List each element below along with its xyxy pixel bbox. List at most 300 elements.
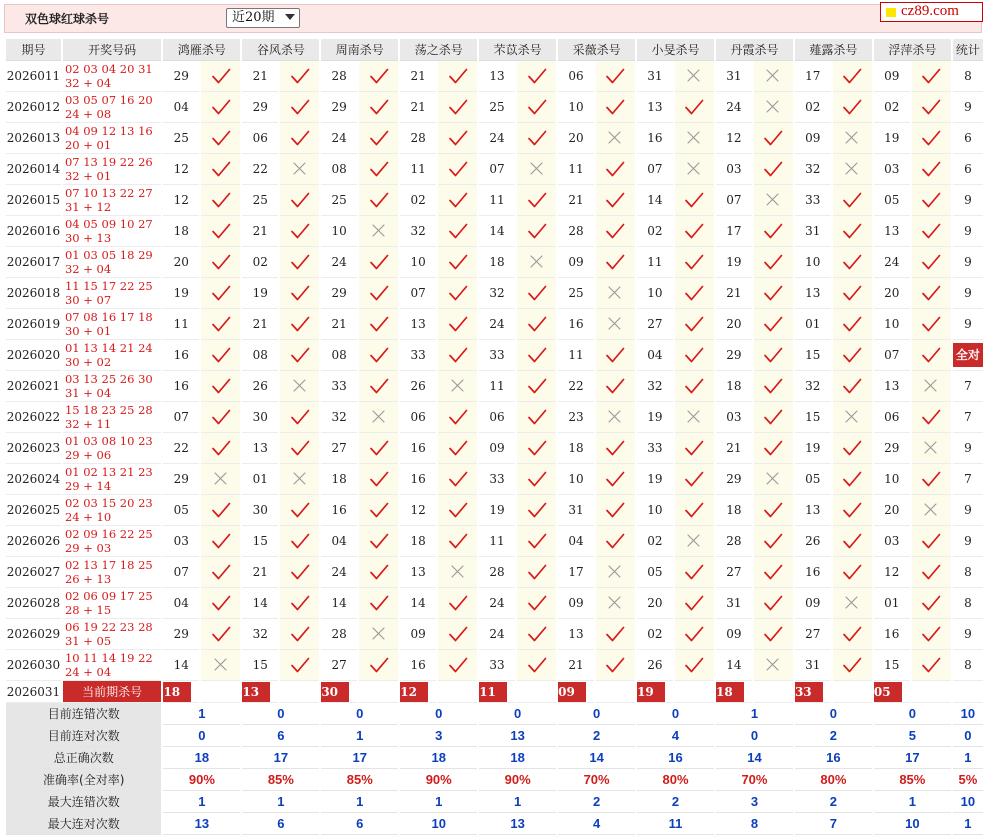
kill-number: 25 (242, 185, 278, 216)
check-icon (290, 345, 310, 365)
kill-number: 28 (400, 123, 436, 154)
stats-value: 90% (479, 769, 556, 791)
result-mark (833, 464, 872, 495)
check-icon (684, 345, 704, 365)
result-mark (359, 154, 398, 185)
kill-number: 16 (795, 557, 831, 588)
kill-number: 11 (558, 340, 594, 371)
result-mark (754, 495, 793, 526)
cross-icon (763, 190, 783, 210)
cross-icon (211, 469, 231, 489)
kill-number: 16 (874, 619, 910, 650)
check-icon (763, 562, 783, 582)
result-mark (912, 526, 951, 557)
kill-number: 03 (716, 154, 752, 185)
check-icon (369, 314, 389, 334)
current-kill-cell (795, 681, 831, 703)
check-icon (448, 283, 468, 303)
stats-value: 16 (637, 747, 714, 769)
check-icon (527, 66, 547, 86)
check-icon (448, 221, 468, 241)
kill-number: 15 (242, 650, 278, 681)
stats-value: 10 (874, 813, 951, 835)
result-mark (675, 309, 714, 340)
check-icon (448, 314, 468, 334)
check-icon (290, 655, 310, 675)
result-mark (201, 309, 240, 340)
result-mark (359, 61, 398, 92)
result-mark (596, 588, 635, 619)
check-icon (842, 314, 862, 334)
check-icon (684, 376, 704, 396)
check-icon (211, 624, 231, 644)
row-total: 6 (953, 154, 983, 185)
blue-ball: 01 (96, 138, 112, 152)
cross-icon (921, 438, 941, 458)
check-icon (763, 376, 783, 396)
kill-number: 20 (558, 123, 594, 154)
kill-number: 18 (558, 433, 594, 464)
result-mark (675, 340, 714, 371)
kill-number: 02 (637, 216, 673, 247)
result-mark (912, 619, 951, 650)
check-icon (290, 407, 310, 427)
kill-number: 32 (242, 619, 278, 650)
check-icon (842, 562, 862, 582)
kill-number: 15 (795, 402, 831, 433)
kill-number: 13 (874, 371, 910, 402)
kill-number: 14 (637, 185, 673, 216)
stats-value: 0 (637, 703, 714, 725)
stats-total: 10 (953, 791, 983, 813)
cross-icon (605, 593, 625, 613)
blue-ball: 15 (96, 603, 112, 617)
result-mark (596, 123, 635, 154)
col-header-expert[interactable]: 鸿雁杀号 (163, 39, 240, 61)
site-logo[interactable] (880, 2, 983, 22)
kill-number: 20 (637, 588, 673, 619)
table-row (6, 588, 983, 619)
table-row (6, 247, 983, 278)
stats-label: 目前连对次数 (6, 725, 161, 747)
blue-ball: 04 (96, 262, 112, 276)
result-mark (596, 185, 635, 216)
period-cell: 2026027 (6, 557, 61, 588)
row-total: 9 (953, 309, 983, 340)
draw-numbers: 07 10 13 22 27 31 + 12 (63, 185, 162, 216)
result-mark (438, 340, 477, 371)
stats-value: 0 (242, 703, 319, 725)
result-mark (517, 371, 556, 402)
check-icon (605, 97, 625, 117)
kill-number: 14 (321, 588, 357, 619)
stats-value: 3 (400, 725, 477, 747)
check-icon (763, 438, 783, 458)
kill-number: 18 (163, 216, 199, 247)
kill-number: 05 (163, 495, 199, 526)
check-icon (921, 562, 941, 582)
result-mark (201, 371, 240, 402)
stats-value: 1 (163, 703, 240, 725)
check-icon (290, 221, 310, 241)
row-total: 8 (953, 650, 983, 681)
result-mark (438, 433, 477, 464)
check-icon (921, 252, 941, 272)
period-cell: 2026028 (6, 588, 61, 619)
cross-icon (842, 128, 862, 148)
kill-number: 07 (163, 557, 199, 588)
result-mark (675, 185, 714, 216)
cross-icon (290, 376, 310, 396)
current-kill-blank (912, 681, 951, 703)
check-icon (211, 66, 231, 86)
check-icon (211, 221, 231, 241)
cross-icon (921, 500, 941, 520)
stats-value: 1 (163, 791, 240, 813)
result-mark (675, 495, 714, 526)
kill-number-table (4, 39, 985, 835)
check-icon (527, 469, 547, 489)
draw-numbers: 03 05 07 16 20 24 + 08 (63, 92, 162, 123)
kill-number: 16 (400, 464, 436, 495)
kill-number: 06 (874, 402, 910, 433)
period-cell: 2026025 (6, 495, 61, 526)
cross-icon (369, 407, 389, 427)
check-icon (921, 190, 941, 210)
cross-icon (290, 159, 310, 179)
kill-number: 19 (874, 123, 910, 154)
kill-number: 18 (479, 247, 515, 278)
check-icon (290, 128, 310, 148)
cross-icon (290, 469, 310, 489)
result-mark (280, 247, 319, 278)
check-icon (527, 500, 547, 520)
period-cell: 2026021 (6, 371, 61, 402)
check-icon (684, 438, 704, 458)
period-cell: 2026019 (6, 309, 61, 340)
period-cell: 2026012 (6, 92, 61, 123)
current-kill-cell (400, 681, 436, 703)
col-header-expert[interactable]: 薤露杀号 (795, 39, 872, 61)
kill-number: 24 (479, 588, 515, 619)
check-icon (921, 314, 941, 334)
result-mark (912, 588, 951, 619)
stats-row (6, 791, 983, 813)
blue-ball: 01 (96, 324, 112, 338)
stats-total: 5% (953, 769, 983, 791)
red-balls: 04 05 09 10 27 30 (64, 217, 153, 245)
check-icon (763, 500, 783, 520)
kill-number: 29 (716, 464, 752, 495)
check-icon (605, 159, 625, 179)
kill-number: 32 (795, 154, 831, 185)
result-mark (596, 216, 635, 247)
result-mark (280, 371, 319, 402)
result-mark (754, 371, 793, 402)
stats-value: 70% (716, 769, 793, 791)
check-icon (684, 469, 704, 489)
result-mark (201, 495, 240, 526)
draw-numbers: 11 15 17 22 25 30 + 07 (63, 278, 162, 309)
result-mark (912, 433, 951, 464)
result-mark (833, 61, 872, 92)
kill-number: 27 (321, 433, 357, 464)
check-icon (684, 97, 704, 117)
kill-number: 12 (400, 495, 436, 526)
period-cell: 2026024 (6, 464, 61, 495)
check-icon (842, 190, 862, 210)
cross-icon (763, 66, 783, 86)
period-cell: 2026020 (6, 340, 61, 371)
col-header-expert[interactable]: 周南杀号 (321, 39, 398, 61)
result-mark (517, 433, 556, 464)
kill-number: 08 (321, 340, 357, 371)
check-icon (842, 345, 862, 365)
draw-numbers: 15 18 23 25 28 32 + 11 (63, 402, 162, 433)
kill-number: 16 (558, 309, 594, 340)
kill-number: 24 (321, 247, 357, 278)
result-mark (359, 495, 398, 526)
cross-icon (605, 562, 625, 582)
stats-value: 0 (163, 725, 240, 747)
blue-ball: 10 (96, 510, 112, 524)
red-balls: 02 03 04 20 31 32 (64, 62, 153, 90)
result-mark (912, 216, 951, 247)
stats-row (6, 813, 983, 835)
result-mark (833, 619, 872, 650)
result-mark (201, 464, 240, 495)
period-cell: 2026029 (6, 619, 61, 650)
check-icon (448, 128, 468, 148)
kill-number: 31 (716, 61, 752, 92)
result-mark (675, 123, 714, 154)
result-mark (833, 154, 872, 185)
cross-icon (842, 407, 862, 427)
result-mark (359, 464, 398, 495)
kill-number: 24 (479, 309, 515, 340)
check-icon (527, 655, 547, 675)
blue-ball: 04 (96, 76, 112, 90)
check-icon (527, 407, 547, 427)
cross-icon (684, 128, 704, 148)
cross-icon (527, 159, 547, 179)
result-mark (438, 619, 477, 650)
result-mark (517, 216, 556, 247)
stats-row (6, 725, 983, 747)
kill-number: 30 (242, 495, 278, 526)
stats-value: 14 (716, 747, 793, 769)
kill-number: 21 (400, 61, 436, 92)
result-mark (596, 526, 635, 557)
result-mark (596, 433, 635, 464)
kill-number: 29 (163, 61, 199, 92)
cross-icon (605, 407, 625, 427)
kill-number: 33 (795, 185, 831, 216)
col-header-expert[interactable]: 浮萍杀号 (874, 39, 951, 61)
check-icon (684, 593, 704, 613)
check-icon (763, 314, 783, 334)
check-icon (290, 252, 310, 272)
check-icon (369, 593, 389, 613)
check-icon (290, 562, 310, 582)
red-balls: 02 06 09 17 25 28 (64, 589, 153, 617)
check-icon (921, 159, 941, 179)
result-mark (280, 557, 319, 588)
kill-number: 21 (242, 216, 278, 247)
check-icon (527, 593, 547, 613)
stats-row (6, 703, 983, 725)
result-mark (280, 61, 319, 92)
col-header-expert[interactable]: 芣苡杀号 (479, 39, 556, 61)
kill-number: 04 (637, 340, 673, 371)
result-mark (912, 495, 951, 526)
col-header-expert[interactable]: 采薇杀号 (558, 39, 635, 61)
kill-number: 27 (637, 309, 673, 340)
kill-number: 21 (242, 61, 278, 92)
stats-value: 17 (242, 747, 319, 769)
result-mark (517, 340, 556, 371)
kill-number: 33 (321, 371, 357, 402)
kill-number: 09 (558, 588, 594, 619)
result-mark (912, 278, 951, 309)
col-header-expert[interactable]: 小旻杀号 (637, 39, 714, 61)
result-mark (201, 61, 240, 92)
logo-text: cz89.com (901, 3, 959, 19)
kill-number: 02 (874, 92, 910, 123)
kill-number: 21 (558, 650, 594, 681)
cross-icon (369, 221, 389, 241)
result-mark (833, 526, 872, 557)
result-mark (438, 185, 477, 216)
result-mark (280, 650, 319, 681)
kill-number: 29 (321, 92, 357, 123)
col-header-expert[interactable]: 荡之杀号 (400, 39, 477, 61)
blue-ball: 06 (96, 448, 112, 462)
table-row (6, 340, 983, 371)
check-icon (605, 655, 625, 675)
kill-number: 14 (716, 650, 752, 681)
result-mark (280, 154, 319, 185)
kill-number: 33 (479, 464, 515, 495)
kill-number: 29 (716, 340, 752, 371)
result-mark (754, 185, 793, 216)
period-cell: 2026031 (6, 681, 61, 703)
check-icon (211, 562, 231, 582)
result-mark (754, 402, 793, 433)
result-mark (359, 123, 398, 154)
kill-number: 29 (163, 464, 199, 495)
result-mark (675, 464, 714, 495)
check-icon (448, 624, 468, 644)
kill-number: 22 (242, 154, 278, 185)
kill-number: 24 (321, 557, 357, 588)
kill-number: 13 (479, 61, 515, 92)
row-total: 9 (953, 526, 983, 557)
col-header-expert[interactable]: 谷风杀号 (242, 39, 319, 61)
period-cell: 2026015 (6, 185, 61, 216)
kill-number: 12 (163, 185, 199, 216)
check-icon (921, 469, 941, 489)
stats-value: 80% (637, 769, 714, 791)
kill-number: 28 (479, 557, 515, 588)
check-icon (369, 97, 389, 117)
stats-value: 8 (716, 813, 793, 835)
row-total: 9 (953, 278, 983, 309)
cross-icon (763, 97, 783, 117)
kill-number: 27 (716, 557, 752, 588)
kill-number: 03 (163, 526, 199, 557)
kill-number: 21 (321, 309, 357, 340)
result-mark (201, 340, 240, 371)
kill-number: 26 (795, 526, 831, 557)
result-mark (280, 433, 319, 464)
result-mark (596, 92, 635, 123)
kill-number: 13 (874, 216, 910, 247)
period-select[interactable] (226, 8, 300, 28)
stats-value: 0 (795, 703, 872, 725)
check-icon (763, 221, 783, 241)
stats-value: 14 (558, 747, 635, 769)
result-mark (359, 92, 398, 123)
result-mark (754, 650, 793, 681)
kill-number: 11 (163, 309, 199, 340)
row-total: 7 (953, 464, 983, 495)
check-icon (921, 283, 941, 303)
result-mark (359, 309, 398, 340)
check-icon (842, 376, 862, 396)
result-mark (438, 588, 477, 619)
stats-row (6, 747, 983, 769)
check-icon (290, 531, 310, 551)
kill-number: 10 (637, 495, 673, 526)
result-mark (754, 92, 793, 123)
kill-number: 33 (400, 340, 436, 371)
result-mark (675, 61, 714, 92)
stats-value: 17 (874, 747, 951, 769)
result-mark (280, 402, 319, 433)
result-mark (359, 278, 398, 309)
kill-number: 06 (479, 402, 515, 433)
period-cell: 2026017 (6, 247, 61, 278)
stats-value: 6 (242, 813, 319, 835)
col-header-expert[interactable]: 丹霞杀号 (716, 39, 793, 61)
draw-numbers: 07 13 19 22 26 32 + 01 (63, 154, 162, 185)
kill-number: 24 (479, 123, 515, 154)
check-icon (211, 252, 231, 272)
stats-value: 7 (795, 813, 872, 835)
kill-number: 02 (637, 526, 673, 557)
red-balls: 02 03 15 20 23 24 (64, 496, 153, 524)
check-icon (448, 97, 468, 117)
check-icon (605, 66, 625, 86)
check-icon (763, 624, 783, 644)
result-mark (754, 278, 793, 309)
stats-label: 最大连对次数 (6, 813, 161, 835)
result-mark (517, 588, 556, 619)
kill-number: 12 (874, 557, 910, 588)
result-mark (280, 526, 319, 557)
result-mark (359, 557, 398, 588)
draw-numbers: 01 02 13 21 23 29 + 14 (63, 464, 162, 495)
result-mark (754, 247, 793, 278)
result-mark (438, 309, 477, 340)
result-mark (596, 278, 635, 309)
result-mark (596, 557, 635, 588)
blue-ball: 13 (96, 231, 112, 245)
kill-number: 07 (400, 278, 436, 309)
cross-icon (842, 159, 862, 179)
draw-numbers: 02 03 04 20 31 32 + 04 (63, 61, 162, 92)
